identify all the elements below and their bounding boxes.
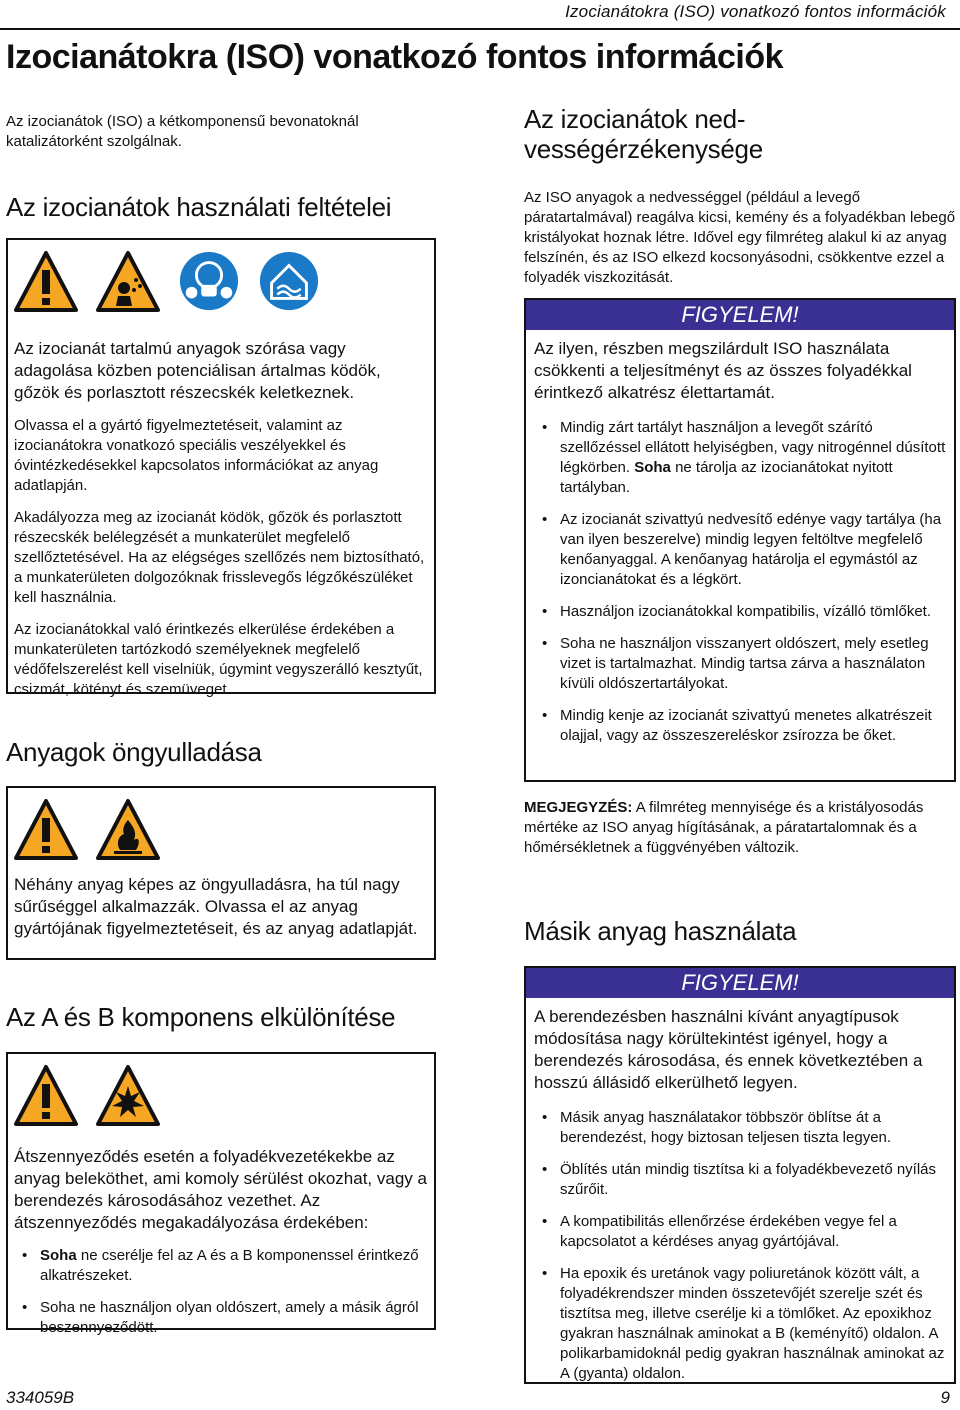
ignition-heading: Anyagok öngyulladása [6,737,262,767]
note-paragraph [524,798,954,858]
note-text: A filmréteg mennyisége és a kristályosodás mértéke az ISO anyag hígításának, a páratartalomnak és a hőmérsékletnek a függvényében változik. [524,799,924,856]
intro-paragraph: Az izocianátok (ISO) a kétkomponensű bevonatoknál katalizátorként szolgálnak. [6,113,359,150]
emphasis-text: Soha [634,459,671,476]
ventilation-mandatory-icon [258,250,320,312]
respirator-mandatory-icon [178,250,240,312]
ignition-warning-box [6,786,436,960]
bullet-text: Mindig zárt tartályt használjon a levegőt szárító szellőzéssel ellátott helyiségben, vagy nitrogénnel dúsított légkörben. [560,419,946,476]
list-item [534,706,946,746]
bullet-text: Soha ne használjon visszanyert oldószert, mely esetleg vizet is tartalmazhat. Mindig tartsa zárva a használaton kívüli oldószertartályokat. [560,635,929,692]
ignition-text: Néhány anyag képes az öngyulladásra, ha túl nagy sűrűséggel alkalmazzák. Olvassa el az anyag gyártójának figyelmeztetéseit, és az anyag adatlapját. [14,875,418,938]
caution-label: FIGYELEM! [526,968,954,998]
separation-text: Átszennyeződés esetén a folyadékvezetékekbe az anyag beleköthet, ami komoly sérülést okozhat, vagy a berendezés károsodásához vezethet. Az átszennyeződés megakadályozása érdekében: [14,1147,427,1232]
list-item: • Másik anyag használatakor többször öblítse át a berendezést, hogy biztosan teljesen tiszta legyen. [534,1108,946,1148]
list-item: • Ha epoxik és uretánok vagy poliuretánok között vált, a folyadékrendszer minden összetevőjét szerelje szét és tisztítsa meg, illetve cserélje ki a tömlőket. Az epoxikhoz gyakran használnak aminokat a B (keményítő) oldalon. A polikarbamidoknál pedig gyakran használnak aminokat az A (gyanta) oldalon. [534,1264,946,1384]
usage-text-2: Akadályozza meg az izocianát ködök, gőzök és porlasztott részecskék belélegzését a munkaterület megfelelő szellőztetésével. Ha az elégséges szellőzés nem biztosítható, a munkaterületen dolgozóknak frisslevegős légzőkészüléket kell használnia. [14,509,425,606]
warning-triangle-icon [14,250,78,314]
usage-lead-text: Az izocianát tartalmú anyagok szórása vagy adagolása közben potenciálisan ártalmas ködök, gőzök és porlasztott részecskék keletkeznek. [14,339,381,402]
caution-label: FIGYELEM! [526,300,954,330]
document-number: 334059B [6,1388,75,1407]
separation-warning-box [6,1052,436,1336]
other-material-caution-box [524,966,956,1384]
separation-heading: Az A és B komponens elkülönítése [6,1002,396,1032]
running-header: Izocianátokra (ISO) vonatkozó fontos információk [565,2,946,21]
usage-text-3: Az izocianátokkal való érintkezés elkerülése érdekében a munkaterületen tartózkodó személyeknek megfelelő védőfelszerelést kell viselniük, úgymint vegyszerálló kesztyűt, csizmát, kötényt és szemüveget. [14,621,423,698]
list-item [534,418,946,498]
explosion-hazard-icon [96,1064,160,1128]
warning-triangle-icon [14,1064,78,1128]
bullet-text: ne cserélje fel az A és a B komponenssel érintkező alkatrészeket. [40,1247,419,1284]
list-item [534,602,946,622]
bullet-text: Mindig kenje az izocianát szivattyú menetes alkatrészeit olajjal, vagy az összeszereléskor zsírozza be őket. [560,707,932,744]
bullet-text: ne tárolja az izocianátokat nyitott tartályban. [560,459,893,496]
caution-lead-text: Az ilyen, részben megszilárdult ISO használata csökkenti a teljesítményt és az összes folyadékkal érintkező alkatrész élettartamát. [534,339,912,402]
list-item [14,1298,428,1338]
emphasis-text: Soha [40,1247,77,1264]
bullet-text: Használjon izocianátokkal kompatibilis, vízálló tömlőket. [560,603,932,620]
bullet-text: Soha ne használjon olyan oldószert, amely a másik ágról beszennyeződött. [40,1299,419,1336]
list-item: • Öblítés után mindig tisztítsa ki a folyadékbevezető nyílás szűrőit. [534,1160,946,1200]
note-label: MEGJEGYZÉS: [524,799,633,816]
usage-text-1: Olvassa el a gyártó figyelmeztetéseit, valamint az izocianátokra vonatkozó speciális veszélyekkel és óvintézkedésekkel kapcsolatos információkat az anyag adatlapján. [14,417,379,494]
page-title: Izocianátokra (ISO) vonatkozó fontos információk [6,38,783,76]
list-item [14,1246,428,1286]
list-item [534,510,946,590]
list-item: • A kompatibilitás ellenőrzése érdekében vegye fel a kapcsolatot a kérdéses anyag gyártójával. [534,1212,946,1252]
moisture-caution-box [524,298,956,782]
fire-hazard-icon [96,798,160,862]
caution-lead-text: A berendezésben használni kívánt anyagtípusok módosítása nagy körültekintést igényel, hogy a berendezés károsodása, és ennek következtében a hosszú állásidő elkerülhető legyen. [534,1007,923,1092]
warning-triangle-icon [14,798,78,862]
bullet-text: Az izocianát szivattyú nedvesítő edénye vagy tartálya (ha van ilyen beszerelve) mindig legyen feltöltve megfelelő kenőanyaggal. A kenőanyag határolja el egymástól az izoncianátokat és a légkört. [560,511,942,588]
heading-line: Az izocianátok ned- [524,104,746,134]
moisture-heading [524,104,763,164]
list-item [534,634,946,694]
usage-warning-box [6,238,436,698]
header-rule [0,28,960,30]
moisture-text: Az ISO anyagok a nedvességgel (például a levegő páratartalmával) reagálva kicsi, kemény és a folyadékban lebegő kristályokat hoznak létre. Idővel egy filmréteg alakul ki az anyag felszínén, és az ISO elkezd kocsonyásodni, csökkentve ezzel a folyadék viszkozitását. [524,189,956,286]
page-number: 9 [940,1388,950,1407]
heading-line: vességérzékenysége [524,134,763,164]
toxic-inhalation-warning-icon [96,250,160,314]
other-material-heading: Másik anyag használata [524,916,797,946]
usage-heading: Az izocianátok használati feltételei [6,192,392,222]
